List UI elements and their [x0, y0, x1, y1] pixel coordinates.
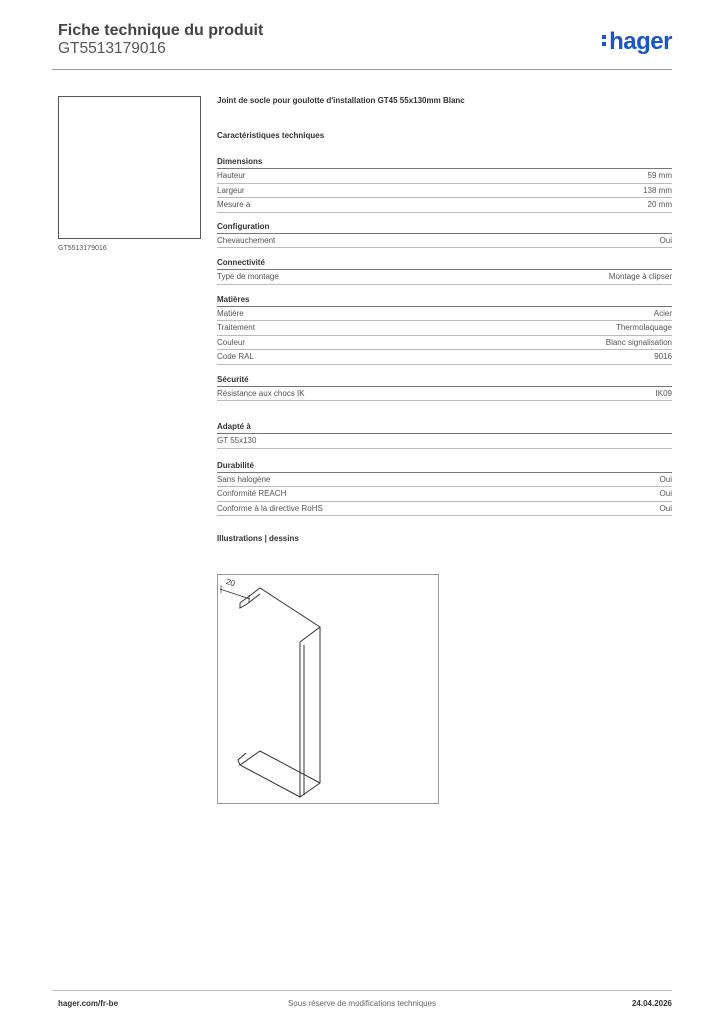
- spec-label: Largeur: [217, 185, 245, 195]
- spec-value: 9016: [654, 352, 672, 361]
- spec-value: Montage à clipser: [608, 272, 672, 281]
- section-securite: [217, 375, 672, 402]
- section-configuration: [217, 222, 672, 249]
- spec-heading: Caractéristiques techniques: [217, 131, 325, 140]
- spec-row: [217, 307, 672, 322]
- spec-row: [217, 184, 672, 199]
- product-code: GT5513179016: [58, 40, 166, 57]
- spec-row: [217, 473, 672, 488]
- section-title: Durabilité: [217, 461, 672, 473]
- footer-divider: [52, 990, 672, 991]
- spec-label: Hauteur: [217, 171, 246, 180]
- section-matieres: [217, 295, 672, 365]
- spec-row: [217, 350, 672, 365]
- spec-content: [217, 96, 672, 543]
- spec-value: Oui: [659, 474, 672, 484]
- spec-label: Type de montage: [217, 272, 279, 281]
- spec-row: [217, 487, 672, 502]
- section-title: Adapté à: [217, 422, 672, 434]
- bottom-flange: [240, 751, 320, 797]
- spec-row: [217, 321, 672, 336]
- spec-value: Oui: [659, 235, 672, 245]
- section-title: Matières: [217, 295, 672, 307]
- top-flange: [240, 588, 320, 642]
- spec-value: Oui: [659, 489, 672, 498]
- section-title: Configuration: [217, 222, 672, 234]
- spec-row: [217, 502, 672, 517]
- section-title: Dimensions: [217, 157, 672, 169]
- spec-row: [217, 336, 672, 351]
- section-title: Sécurité: [217, 375, 672, 387]
- top-lip: [240, 603, 247, 608]
- spec-value: Blanc signalisation: [605, 337, 672, 347]
- footer-website-link[interactable]: hager.com/fr-be: [58, 999, 119, 1008]
- product-name: Joint de socle pour goulotte d'installation GT45 55x130mm Blanc: [217, 96, 465, 105]
- product-image: [58, 96, 201, 239]
- spec-label: Code RAL: [217, 352, 254, 361]
- spec-label: Mesure a: [217, 200, 251, 209]
- section-connectivite: [217, 258, 672, 285]
- section-adapte: [217, 422, 672, 449]
- product-drawing: [217, 574, 439, 804]
- spec-value: 59 mm: [647, 171, 672, 180]
- spec-value: 20 mm: [647, 200, 672, 209]
- spec-row: [217, 387, 672, 402]
- spec-label: Conformité REACH: [217, 489, 287, 498]
- header-divider: [52, 69, 672, 70]
- spec-label: Matière: [217, 308, 244, 318]
- illustrations-title: Illustrations | dessins: [217, 534, 299, 543]
- section-durabilite: [217, 461, 672, 517]
- spec-row: [217, 169, 672, 184]
- spec-row: [217, 234, 672, 249]
- spec-label: Couleur: [217, 337, 246, 347]
- spec-row: [217, 198, 672, 213]
- spec-label: Sans halogène: [217, 474, 271, 484]
- hager-logo[interactable]: [602, 28, 672, 56]
- spec-value: 138 mm: [643, 185, 672, 195]
- logo-dots-icon: [602, 33, 607, 47]
- section-title: Connectivité: [217, 258, 672, 270]
- spec-row: [217, 434, 672, 449]
- spec-label: Conforme à la directive RoHS: [217, 503, 323, 513]
- spec-value: IK09: [655, 388, 672, 398]
- product-image-caption: GT5513179016: [58, 245, 107, 252]
- joint-drawing-svg: [218, 575, 438, 803]
- page-title: Fiche technique du produit: [58, 22, 264, 39]
- spec-label: GT 55x130: [217, 436, 257, 445]
- section-dimensions: [217, 157, 672, 213]
- footer-date: 24.04.2026: [631, 999, 672, 1008]
- spec-label: Résistance aux chocs IK: [217, 388, 305, 398]
- spec-label: Traitement: [217, 323, 255, 332]
- footer-disclaimer: Sous réserve de modifications techniques: [287, 999, 437, 1008]
- vertical-body: [300, 627, 320, 797]
- spec-row: [217, 270, 672, 285]
- spec-label: Chevauchement: [217, 235, 276, 245]
- spec-value: Acier: [653, 308, 672, 318]
- logo-text: hager: [609, 28, 672, 55]
- dimension-line: [220, 589, 250, 599]
- dimension-label: 20: [224, 577, 237, 589]
- spec-value: Thermolaquage: [615, 323, 672, 332]
- spec-value: Oui: [659, 503, 672, 513]
